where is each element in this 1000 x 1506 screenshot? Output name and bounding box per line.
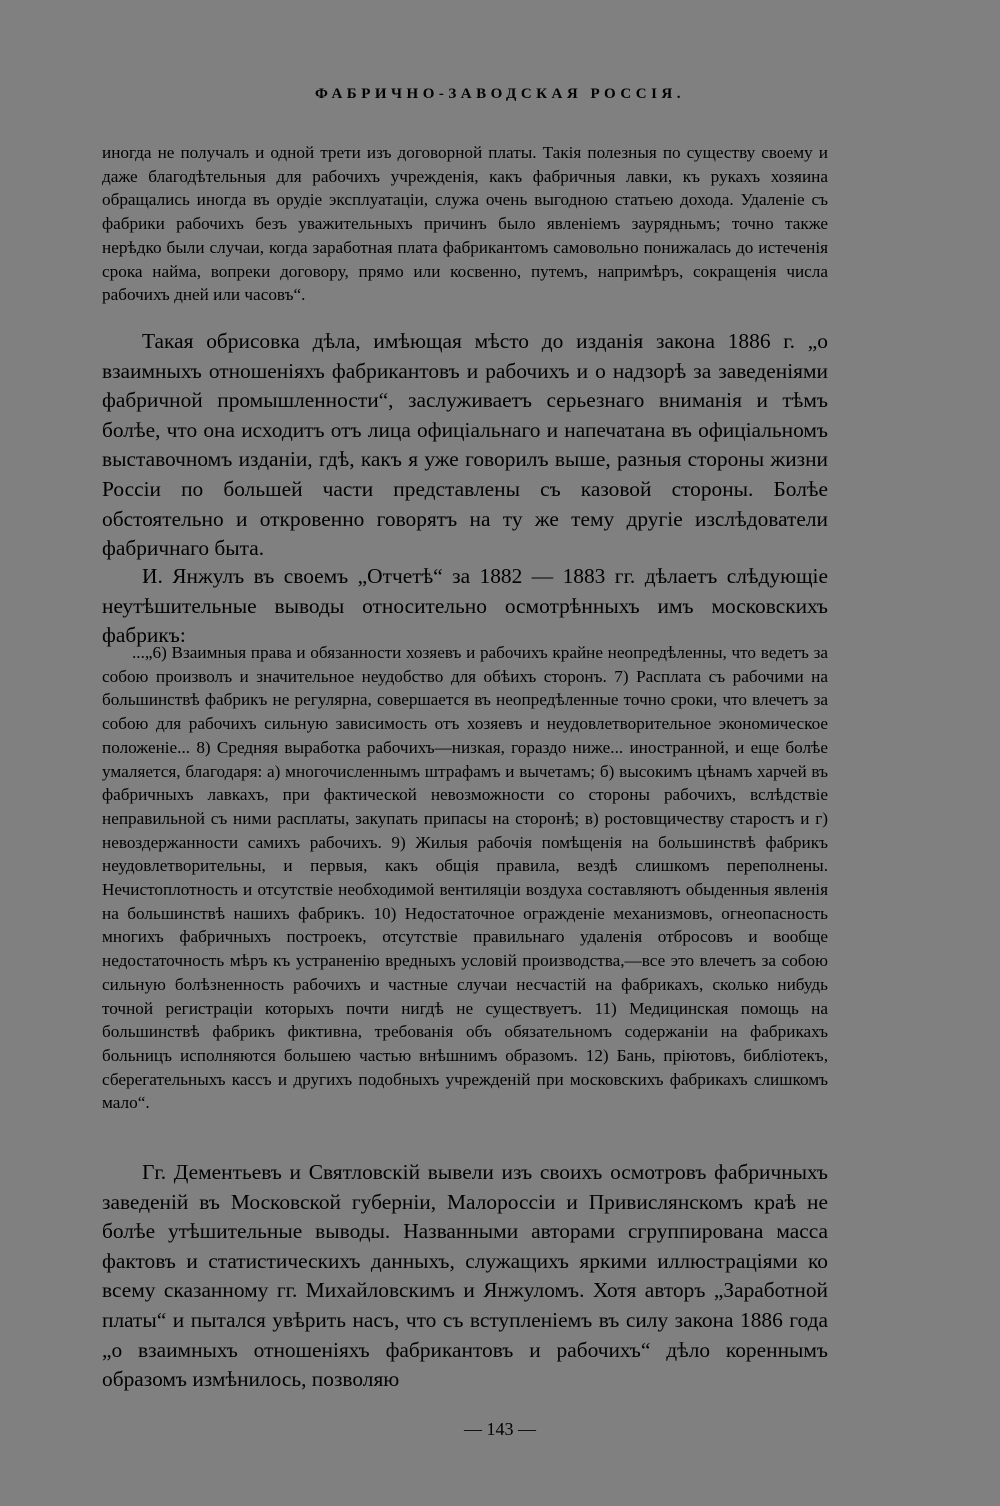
paragraph-1 — [102, 327, 828, 564]
quote-2-text: ...„6) Взаимныя права и обязанности хозяевъ и рабочихъ крайне неопредѣленны, что ведетъ за собою произволъ и значительное неудобство для обѣихъ сторонъ. 7) Расплата съ рабочими на большинствѣ фабрикъ не регулярна, совершается въ неопредѣленные точно сроки, что влечетъ за собою для рабочихъ сильную зависимость отъ хозяевъ и неудовлетворительное экономическое положенiе... 8) Средняя выработка рабочихъ—низкая, гораздо ниже... иностранной, и еще болѣе умаляется, благодаря: а) многочисленнымъ штрафамъ и вычетамъ; б) высокимъ цѣнамъ харчей въ фабричныхъ лавкахъ, при фактической невозможности со стороны рабочихъ, вслѣдствiе неправильной съ ними расплаты, закупать припасы на сторонѣ; в) ростовщичеству старостъ и г) невоздержанности самихъ рабочихъ. 9) Жилыя рабочiя помѣщенiя на большинствѣ фабрикъ неудовлетворительны, и первыя, какъ общiя правила, вездѣ слишкомъ переполнены. Нечистоплотность и отсутствiе необходимой вентиляцiи воздуха составляютъ обыденныя явленiя на большинствѣ нашихъ фабрикъ. 10) Недостаточное огражденiе механизмовъ, огнеопасность многихъ фабричныхъ построекъ, отсутствiе правильнаго удаленiя отбросовъ и вообще недостаточность мѣръ къ устраненiю вредныхъ условiй производства,—все это влечетъ за собою сильную болѣзненность рабочихъ и частные случаи несчастiй на фабрикахъ, сколько нибудь точной регистрацiи которыхъ почти нигдѣ не существуетъ. 11) Медицинская помощь на большинствѣ фабрикъ фиктивна, требованiя объ обязательномъ содержанiи на фабрикахъ больницъ исполняются большею частью внѣшнимъ образомъ. 12) Бань, прiютовъ, библiотекъ, сберегательныхъ кассъ и другихъ подобныхъ учрежденiй при московскихъ фабрикахъ слишкомъ мало“. — [102, 643, 828, 1113]
paragraph-3-text: Гг. Дементьевъ и Святловскiй вывели изъ своихъ осмотровъ фабричныхъ заведенiй въ Московской губернiи, Малороссiи и Привислянскомъ краѣ не болѣе утѣшительные выводы. Названными авторами сгруппирована масса фактовъ и статистическихъ данныхъ, служащихъ яркими иллюстрацiями ко всему сказанному гг. Михайловскимъ и Янжуломъ. Хотя авторъ „Заработной платы“ и пытался увѣрить насъ, что съ вступленiемъ въ силу закона 1886 года „о взаимныхъ отношенiяхъ фабрикантовъ и рабочихъ“ дѣло кореннымъ образомъ измѣнилось, позволяю — [102, 1160, 828, 1392]
paragraph-1-text: Такая обрисовка дѣла, имѣющая мѣсто до изданiя закона 1886 г. „о взаимныхъ отношенiяхъ фабрикантовъ и рабочихъ и о надзорѣ за заведенiями фабричной промышленности“, заслуживаетъ серьезнаго вниманiя и тѣмъ болѣе, что она исходитъ отъ лица офицiальнаго и напечатана въ офицiальномъ выставочномъ изданiи, гдѣ, какъ я уже говорилъ выше, разныя стороны жизни Россiи по большей части представлены съ казовой стороны. Болѣе обстоятельно и откровенно говорятъ на ту же тему другiе изслѣдователи фабричнаго быта. — [102, 329, 828, 561]
quote-2 — [102, 641, 828, 1115]
paragraph-2 — [102, 562, 828, 651]
quote-continuation — [102, 141, 828, 307]
running-head: ФАБРИЧНО-ЗАВОДСКАЯ РОССIЯ. — [315, 86, 685, 102]
page-number: — 143 — — [464, 1419, 536, 1439]
paragraph-2-text: И. Янжулъ въ своемъ „Отчетѣ“ за 1882 — 1883 гг. дѣлаетъ слѣдующiе неутѣшительные выводы относительно осмотрѣнныхъ имъ московскихъ фабрикъ: — [102, 564, 828, 648]
paragraph-3 — [102, 1158, 828, 1395]
quote-continuation-text: иногда не получалъ и одной трети изъ договорной платы. Такiя полезныя по существу своему и даже благодѣтельныя для рабочихъ учрежденiя, какъ фабричныя лавки, къ рукахъ хозяина обращались иногда въ орудiе эксплуатацiи, служа очень выгодною статьею дохода. Удаленiе съ фабрики рабочихъ безъ уважительныхъ причинъ было явленiемъ заурядньмъ; точно также нерѣдко были случаи, когда заработная плата фабрикантомъ самовольно понижалась до истеченiя срока найма, вопреки договору, прямо или косвенно, путемъ, напримѣръ, сокращенiя числа рабочихъ дней или часовъ“. — [102, 143, 828, 305]
